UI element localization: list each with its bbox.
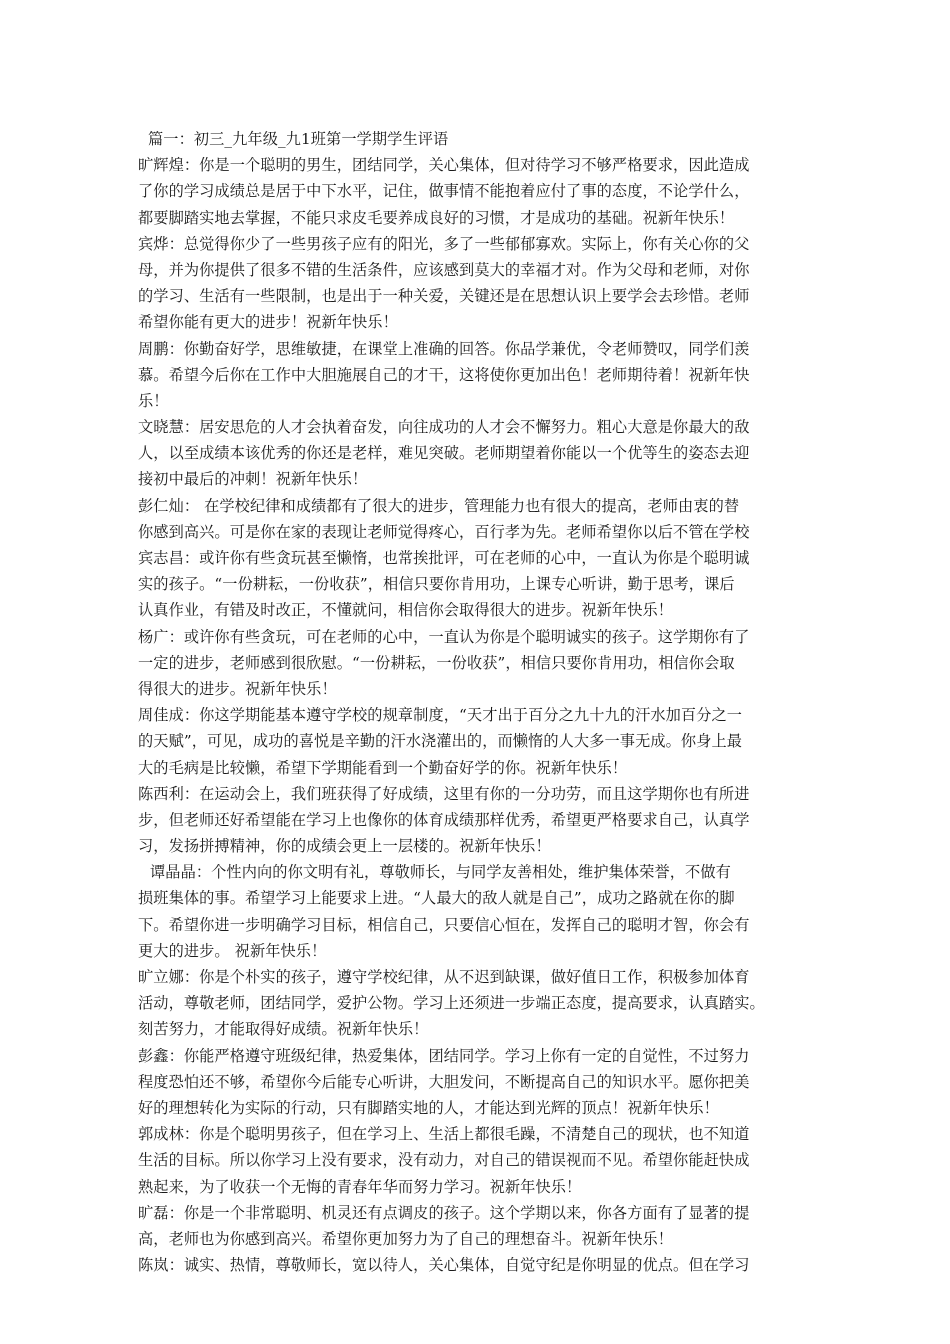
text-line: 大的毛病是比较懒，希望下学期能看到一个勤奋好学的你。祝新年快乐！ xyxy=(138,758,628,777)
text-line: 都要脚踏实地去掌握，不能只求皮毛要养成良好的习惯，才是成功的基础。祝新年快乐！ xyxy=(138,208,735,227)
text-line: 希望你能有更大的进步！祝新年快乐！ xyxy=(138,313,398,332)
text-line: 更大的进步。 祝新年快乐！ xyxy=(138,941,327,960)
text-line: 宾志昌：或许你有些贪玩甚至懒惰，也常挨批评，可在老师的心中，一直认为你是个聪明诚 xyxy=(138,549,750,567)
text-line: 郭成林：你是个聪明男孩子，但在学习上、生活上都很毛躁，不清楚自己的现状，也不知道 xyxy=(138,1125,750,1144)
text-line: 陈岚：诚实、热情，尊敬师长，宽以待人，关心集体，自觉守纪是你明显的优点。但在学习 xyxy=(138,1256,750,1275)
text-line: 彭仁灿： 在学校纪律和成绩都有了很大的进步，管理能力也有很大的提高，老师由衷的替 xyxy=(138,496,740,515)
text-line: 步，但老师还好希望能在学习上也像你的体育成绩那样优秀，希望更严格要求自己，认真学 xyxy=(138,810,750,829)
text-line: 周鹏：你勤奋好学，思维敏捷，在课堂上准确的回答。你品学兼优，令老师赞叹，同学们羡 xyxy=(138,339,750,358)
text-line: 周佳成：你这学期能基本遵守学校的规章制度，“天才出于百分之九十九的汗水加百分之一 xyxy=(138,706,743,725)
document-body xyxy=(138,126,822,1278)
text-line: 你感到高兴。可是你在家的表现让老师觉得疼心，百行孝为先。老师希望你以后不管在学校 xyxy=(138,522,750,541)
text-line: 习，发扬拼搏精神，你的成绩会更上一层楼的。祝新年快乐！ xyxy=(138,837,551,856)
text-line: 的天赋”，可见，成功的喜悦是辛勤的汗水浇灌出的，而懒惰的人大多一事无成。你身上最 xyxy=(138,732,743,751)
text-line: 陈西利：在运动会上，我们班获得了好成绩，这里有你的一分功劳，而且这学期你也有所进 xyxy=(138,784,750,803)
text-line: 的学习、生活有一些限制，也是出于一种关爱，关键还是在思想认识上要学会去珍惜。老师 xyxy=(138,287,750,306)
text-line: 损班集体的事。希望学习上能要求上进。“人最大的敌人就是自己”，成功之路就在你的脚 xyxy=(138,889,735,908)
text-line: 人，以至成绩本该优秀的你还是老样，难见突破。老师期望着你能以一个优等生的姿态去迎 xyxy=(138,444,750,463)
document-title: 篇一：初三_九年级_九1班第一学期学生评语 xyxy=(148,130,449,148)
text-line: 一定的进步，老师感到很欣慰。“一份耕耘，一份收获”，相信只要你肯用功，相信你会取 xyxy=(138,653,735,672)
text-line: 得很大的进步。祝新年快乐！ xyxy=(138,679,337,698)
text-line: 接初中最后的冲刺！祝新年快乐！ xyxy=(138,470,368,489)
text-line: 旷立娜：你是个朴实的孩子，遵守学校纪律，从不迟到缺课，做好值日工作，积极参加体育 xyxy=(138,968,750,986)
text-line: 宾烨：总觉得你少了一些男孩子应有的阳光，多了一些郁郁寡欢。实际上，你有关心你的父 xyxy=(138,234,750,253)
text-line: 高，老师也为你感到高兴。希望你更加努力为了自己的理想奋斗。祝新年快乐！ xyxy=(138,1229,674,1248)
text-line: 旷磊：你是一个非常聪明、机灵还有点调皮的孩子。这个学期以来，你各方面有了显著的提 xyxy=(138,1203,750,1222)
text-line: 熟起来，为了收获一个无悔的青春年华而努力学习。祝新年快乐！ xyxy=(138,1177,582,1196)
text-line: 下。希望你进一步明确学习目标，相信自己，只要信心恒在，发挥自己的聪明才智，你会有 xyxy=(138,915,750,934)
text-line: 了你的学习成绩总是居于中下水平，记住，做事情不能抱着应付了事的态度，不论学什么， xyxy=(138,182,750,201)
text-line: 刻苦努力，才能取得好成绩。祝新年快乐！ xyxy=(138,1020,429,1039)
text-line: 旷辉煌：你是一个聪明的男生，团结同学，关心集体，但对待学习不够严格要求，因此造成 xyxy=(138,156,750,175)
text-line: 好的理想转化为实际的行动，只有脚踏实地的人，才能达到光辉的顶点！祝新年快乐！ xyxy=(138,1098,719,1117)
text-line: 杨广：或许你有些贪玩，可在老师的心中，一直认为你是个聪明诚实的孩子。这学期你有了 xyxy=(138,627,750,646)
text-line: 实的孩子。“一份耕耘，一份收获”，相信只要你肯用功，上课专心听讲，勤于思考，课后 xyxy=(138,575,735,594)
text-line: 文晓慧：居安思危的人才会执着奋发，向往成功的人才会不懈努力。粗心大意是你最大的敌 xyxy=(138,418,750,437)
text-line: 活动，尊敬老师，团结同学，爱护公物。学习上还须进一步端正态度，提高要求，认真踏实。 xyxy=(138,994,765,1013)
text-line: 乐！ xyxy=(138,391,169,410)
text-line: 母，并为你提供了很多不错的生活条件，应该感到莫大的幸福才对。作为父母和老师，对你 xyxy=(138,260,750,279)
text-line: 彭鑫：你能严格遵守班级纪律，热爱集体，团结同学。学习上你有一定的自觉性，不过努力 xyxy=(138,1046,750,1065)
text-line: 生活的目标。所以你学习上没有要求，没有动力，对自己的错误视而不见。希望你能赶快成 xyxy=(138,1151,750,1170)
text-line: 谭晶晶：个性内向的你文明有礼，尊敬师长，与同学友善相处，维护集体荣誉，不做有 xyxy=(150,863,731,882)
text-line: 程度恐怕还不够，希望你今后能专心听讲，大胆发问，不断提高自己的知识水平。愿你把美 xyxy=(138,1072,750,1091)
text-line: 慕。希望今后你在工作中大胆施展自己的才干，这将使你更加出色！老师期待着！祝新年快 xyxy=(138,365,750,384)
text-line: 认真作业，有错及时改正，不懂就问，相信你会取得很大的进步。祝新年快乐！ xyxy=(138,601,674,620)
